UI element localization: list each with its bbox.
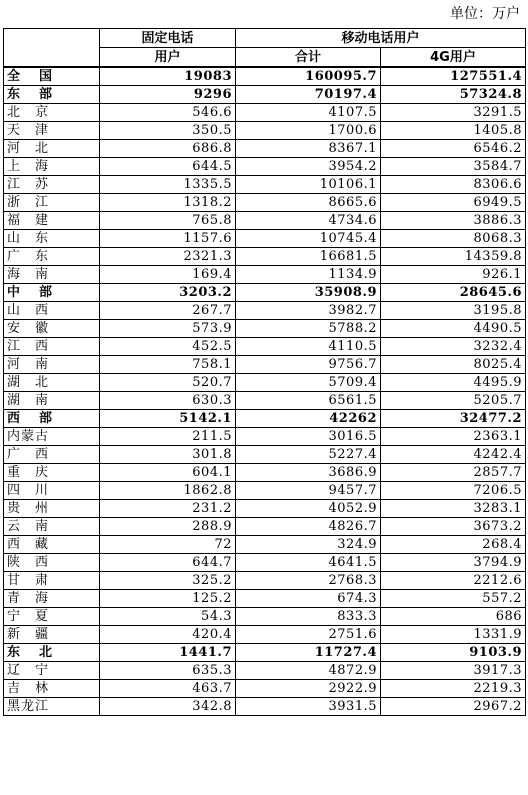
fixed-phone-cell: 211.5 bbox=[100, 428, 236, 446]
mobile-total-cell: 3016.5 bbox=[236, 428, 381, 446]
fixed-phone-cell: 301.8 bbox=[100, 446, 236, 464]
table-row bbox=[4, 374, 526, 392]
mobile-total-cell: 4052.9 bbox=[236, 500, 381, 518]
table-row bbox=[4, 176, 526, 194]
mobile-4g-cell: 8025.4 bbox=[381, 356, 526, 374]
mobile-4g-cell: 3195.8 bbox=[381, 302, 526, 320]
fixed-phone-cell: 420.4 bbox=[100, 626, 236, 644]
fixed-phone-cell: 630.3 bbox=[100, 392, 236, 410]
region-cell: 江 苏 bbox=[4, 176, 100, 194]
mobile-total-cell: 3931.5 bbox=[236, 698, 381, 716]
table-row bbox=[4, 590, 526, 608]
fixed-phone-cell: 604.1 bbox=[100, 464, 236, 482]
region-cell: 湖 南 bbox=[4, 392, 100, 410]
table-row bbox=[4, 572, 526, 590]
mobile-4g-cell: 6546.2 bbox=[381, 140, 526, 158]
fixed-users-header: 用户 bbox=[100, 48, 236, 68]
fixed-phone-cell: 463.7 bbox=[100, 680, 236, 698]
region-cell: 宁 夏 bbox=[4, 608, 100, 626]
region-cell: 江 西 bbox=[4, 338, 100, 356]
table-row bbox=[4, 122, 526, 140]
fixed-phone-cell: 3203.2 bbox=[100, 284, 236, 302]
mobile-4g-cell: 2219.3 bbox=[381, 680, 526, 698]
region-cell: 新 疆 bbox=[4, 626, 100, 644]
mobile-4g-cell: 4242.4 bbox=[381, 446, 526, 464]
mobile-4g-cell: 3794.9 bbox=[381, 554, 526, 572]
region-cell: 河 北 bbox=[4, 140, 100, 158]
mobile-4g-cell: 14359.8 bbox=[381, 248, 526, 266]
table-row bbox=[4, 482, 526, 500]
mobile-4g-cell: 2212.6 bbox=[381, 572, 526, 590]
fixed-phone-cell: 644.7 bbox=[100, 554, 236, 572]
region-cell: 山 西 bbox=[4, 302, 100, 320]
region-cell: 北 京 bbox=[4, 104, 100, 122]
table-row bbox=[4, 230, 526, 248]
mobile-4g-cell: 3673.2 bbox=[381, 518, 526, 536]
region-cell: 辽 宁 bbox=[4, 662, 100, 680]
fixed-phone-cell: 325.2 bbox=[100, 572, 236, 590]
region-cell: 中 部 bbox=[4, 284, 100, 302]
region-cell: 安 徽 bbox=[4, 320, 100, 338]
mobile-4g-cell: 3232.4 bbox=[381, 338, 526, 356]
mobile-total-cell: 160095.7 bbox=[236, 67, 381, 86]
mobile-4g-cell: 2857.7 bbox=[381, 464, 526, 482]
mobile-total-cell: 2768.3 bbox=[236, 572, 381, 590]
mobile-4g-header: 4G用户 bbox=[381, 48, 526, 68]
mobile-total-cell: 11727.4 bbox=[236, 644, 381, 662]
table-row bbox=[4, 320, 526, 338]
mobile-4g-cell: 268.4 bbox=[381, 536, 526, 554]
fixed-phone-cell: 635.3 bbox=[100, 662, 236, 680]
mobile-total-cell: 1700.6 bbox=[236, 122, 381, 140]
fixed-phone-header: 固定电话 bbox=[100, 29, 236, 48]
fixed-phone-cell: 350.5 bbox=[100, 122, 236, 140]
region-cell: 贵 州 bbox=[4, 500, 100, 518]
mobile-total-cell: 3954.2 bbox=[236, 158, 381, 176]
region-cell: 甘 肃 bbox=[4, 572, 100, 590]
table-row bbox=[4, 302, 526, 320]
table-row bbox=[4, 104, 526, 122]
mobile-total-cell: 674.3 bbox=[236, 590, 381, 608]
fixed-phone-cell: 169.4 bbox=[100, 266, 236, 284]
table-row bbox=[4, 194, 526, 212]
mobile-4g-cell: 1331.9 bbox=[381, 626, 526, 644]
fixed-phone-cell: 267.7 bbox=[100, 302, 236, 320]
mobile-total-cell: 16681.5 bbox=[236, 248, 381, 266]
mobile-total-cell: 4872.9 bbox=[236, 662, 381, 680]
mobile-total-cell: 2922.9 bbox=[236, 680, 381, 698]
table-row bbox=[4, 500, 526, 518]
table-row bbox=[4, 680, 526, 698]
mobile-4g-cell: 4490.5 bbox=[381, 320, 526, 338]
fixed-phone-cell: 1335.5 bbox=[100, 176, 236, 194]
mobile-total-cell: 3982.7 bbox=[236, 302, 381, 320]
mobile-total-cell: 3686.9 bbox=[236, 464, 381, 482]
region-cell: 广 东 bbox=[4, 248, 100, 266]
mobile-4g-cell: 557.2 bbox=[381, 590, 526, 608]
region-cell: 河 南 bbox=[4, 356, 100, 374]
fixed-phone-cell: 546.6 bbox=[100, 104, 236, 122]
region-cell: 全 国 bbox=[4, 67, 100, 86]
fixed-phone-cell: 72 bbox=[100, 536, 236, 554]
mobile-total-cell: 5709.4 bbox=[236, 374, 381, 392]
mobile-4g-cell: 4495.9 bbox=[381, 374, 526, 392]
table-row bbox=[4, 140, 526, 158]
region-header-cell bbox=[4, 29, 100, 68]
mobile-4g-cell: 127551.4 bbox=[381, 67, 526, 86]
unit-label: 单位：万户 bbox=[450, 6, 520, 22]
fixed-phone-cell: 1318.2 bbox=[100, 194, 236, 212]
mobile-total-cell: 8665.6 bbox=[236, 194, 381, 212]
table-row bbox=[4, 284, 526, 302]
mobile-4g-cell: 7206.5 bbox=[381, 482, 526, 500]
table-row bbox=[4, 428, 526, 446]
table-row bbox=[4, 536, 526, 554]
mobile-4g-cell: 5205.7 bbox=[381, 392, 526, 410]
fixed-phone-cell: 54.3 bbox=[100, 608, 236, 626]
mobile-total-cell: 1134.9 bbox=[236, 266, 381, 284]
table-row bbox=[4, 644, 526, 662]
mobile-total-cell: 10745.4 bbox=[236, 230, 381, 248]
mobile-total-cell: 5227.4 bbox=[236, 446, 381, 464]
mobile-4g-cell: 8068.3 bbox=[381, 230, 526, 248]
table-row bbox=[4, 698, 526, 716]
mobile-total-cell: 833.3 bbox=[236, 608, 381, 626]
mobile-total-cell: 35908.9 bbox=[236, 284, 381, 302]
region-cell: 青 海 bbox=[4, 590, 100, 608]
table-row bbox=[4, 464, 526, 482]
fixed-phone-cell: 452.5 bbox=[100, 338, 236, 356]
region-cell: 山 东 bbox=[4, 230, 100, 248]
region-cell: 陕 西 bbox=[4, 554, 100, 572]
region-cell: 海 南 bbox=[4, 266, 100, 284]
table-row bbox=[4, 356, 526, 374]
mobile-total-cell: 4110.5 bbox=[236, 338, 381, 356]
region-cell: 东 部 bbox=[4, 86, 100, 104]
mobile-total-cell: 6561.5 bbox=[236, 392, 381, 410]
fixed-phone-cell: 520.7 bbox=[100, 374, 236, 392]
mobile-4g-cell: 1405.8 bbox=[381, 122, 526, 140]
table-row bbox=[4, 518, 526, 536]
mobile-total-cell: 4641.5 bbox=[236, 554, 381, 572]
fixed-phone-cell: 288.9 bbox=[100, 518, 236, 536]
mobile-total-cell: 4107.5 bbox=[236, 104, 381, 122]
region-cell: 西 部 bbox=[4, 410, 100, 428]
telecom-users-table bbox=[3, 28, 526, 716]
header-row-1 bbox=[4, 29, 526, 48]
fixed-phone-cell: 573.9 bbox=[100, 320, 236, 338]
table-row bbox=[4, 248, 526, 266]
mobile-total-cell: 9756.7 bbox=[236, 356, 381, 374]
fixed-phone-cell: 1441.7 bbox=[100, 644, 236, 662]
table-row bbox=[4, 158, 526, 176]
mobile-4g-cell: 2967.2 bbox=[381, 698, 526, 716]
region-cell: 云 南 bbox=[4, 518, 100, 536]
mobile-4g-cell: 3291.5 bbox=[381, 104, 526, 122]
table-row bbox=[4, 410, 526, 428]
mobile-4g-cell: 3886.3 bbox=[381, 212, 526, 230]
fixed-phone-cell: 2321.3 bbox=[100, 248, 236, 266]
mobile-total-cell: 4734.6 bbox=[236, 212, 381, 230]
table-row bbox=[4, 266, 526, 284]
fixed-phone-cell: 342.8 bbox=[100, 698, 236, 716]
table-row bbox=[4, 338, 526, 356]
fixed-phone-cell: 686.8 bbox=[100, 140, 236, 158]
fixed-phone-cell: 758.1 bbox=[100, 356, 236, 374]
fixed-phone-cell: 19083 bbox=[100, 67, 236, 86]
mobile-total-header: 合计 bbox=[236, 48, 381, 68]
mobile-4g-cell: 686 bbox=[381, 608, 526, 626]
mobile-total-cell: 4826.7 bbox=[236, 518, 381, 536]
region-cell: 四 川 bbox=[4, 482, 100, 500]
mobile-4g-cell: 57324.8 bbox=[381, 86, 526, 104]
mobile-4g-cell: 8306.6 bbox=[381, 176, 526, 194]
table-row bbox=[4, 392, 526, 410]
fixed-phone-cell: 5142.1 bbox=[100, 410, 236, 428]
mobile-total-cell: 5788.2 bbox=[236, 320, 381, 338]
table-body bbox=[4, 29, 526, 716]
region-cell: 天 津 bbox=[4, 122, 100, 140]
mobile-total-cell: 70197.4 bbox=[236, 86, 381, 104]
table-row bbox=[4, 446, 526, 464]
mobile-4g-cell: 2363.1 bbox=[381, 428, 526, 446]
mobile-4g-cell: 9103.9 bbox=[381, 644, 526, 662]
table-row bbox=[4, 608, 526, 626]
fixed-phone-cell: 1862.8 bbox=[100, 482, 236, 500]
mobile-4g-cell: 28645.6 bbox=[381, 284, 526, 302]
mobile-4g-cell: 3584.7 bbox=[381, 158, 526, 176]
region-cell: 广 西 bbox=[4, 446, 100, 464]
region-cell: 福 建 bbox=[4, 212, 100, 230]
mobile-total-cell: 10106.1 bbox=[236, 176, 381, 194]
mobile-total-cell: 324.9 bbox=[236, 536, 381, 554]
mobile-4g-cell: 6949.5 bbox=[381, 194, 526, 212]
region-cell: 上 海 bbox=[4, 158, 100, 176]
mobile-total-cell: 42262 bbox=[236, 410, 381, 428]
fixed-phone-cell: 9296 bbox=[100, 86, 236, 104]
mobile-total-cell: 2751.6 bbox=[236, 626, 381, 644]
table-row bbox=[4, 662, 526, 680]
mobile-total-cell: 8367.1 bbox=[236, 140, 381, 158]
table-row bbox=[4, 554, 526, 572]
mobile-4g-cell: 32477.2 bbox=[381, 410, 526, 428]
table-row bbox=[4, 67, 526, 86]
mobile-phone-header: 移动电话用户 bbox=[236, 29, 526, 48]
mobile-4g-cell: 3283.1 bbox=[381, 500, 526, 518]
mobile-total-cell: 9457.7 bbox=[236, 482, 381, 500]
region-cell: 东 北 bbox=[4, 644, 100, 662]
region-cell: 重 庆 bbox=[4, 464, 100, 482]
region-cell: 内蒙古 bbox=[4, 428, 100, 446]
region-cell: 浙 江 bbox=[4, 194, 100, 212]
region-cell: 吉 林 bbox=[4, 680, 100, 698]
region-cell: 黑龙江 bbox=[4, 698, 100, 716]
table-row bbox=[4, 86, 526, 104]
table-row bbox=[4, 626, 526, 644]
fixed-phone-cell: 644.5 bbox=[100, 158, 236, 176]
region-cell: 西 藏 bbox=[4, 536, 100, 554]
region-cell: 湖 北 bbox=[4, 374, 100, 392]
mobile-4g-cell: 926.1 bbox=[381, 266, 526, 284]
fixed-phone-cell: 231.2 bbox=[100, 500, 236, 518]
fixed-phone-cell: 125.2 bbox=[100, 590, 236, 608]
fixed-phone-cell: 1157.6 bbox=[100, 230, 236, 248]
mobile-4g-cell: 3917.3 bbox=[381, 662, 526, 680]
fixed-phone-cell: 765.8 bbox=[100, 212, 236, 230]
table-row bbox=[4, 212, 526, 230]
